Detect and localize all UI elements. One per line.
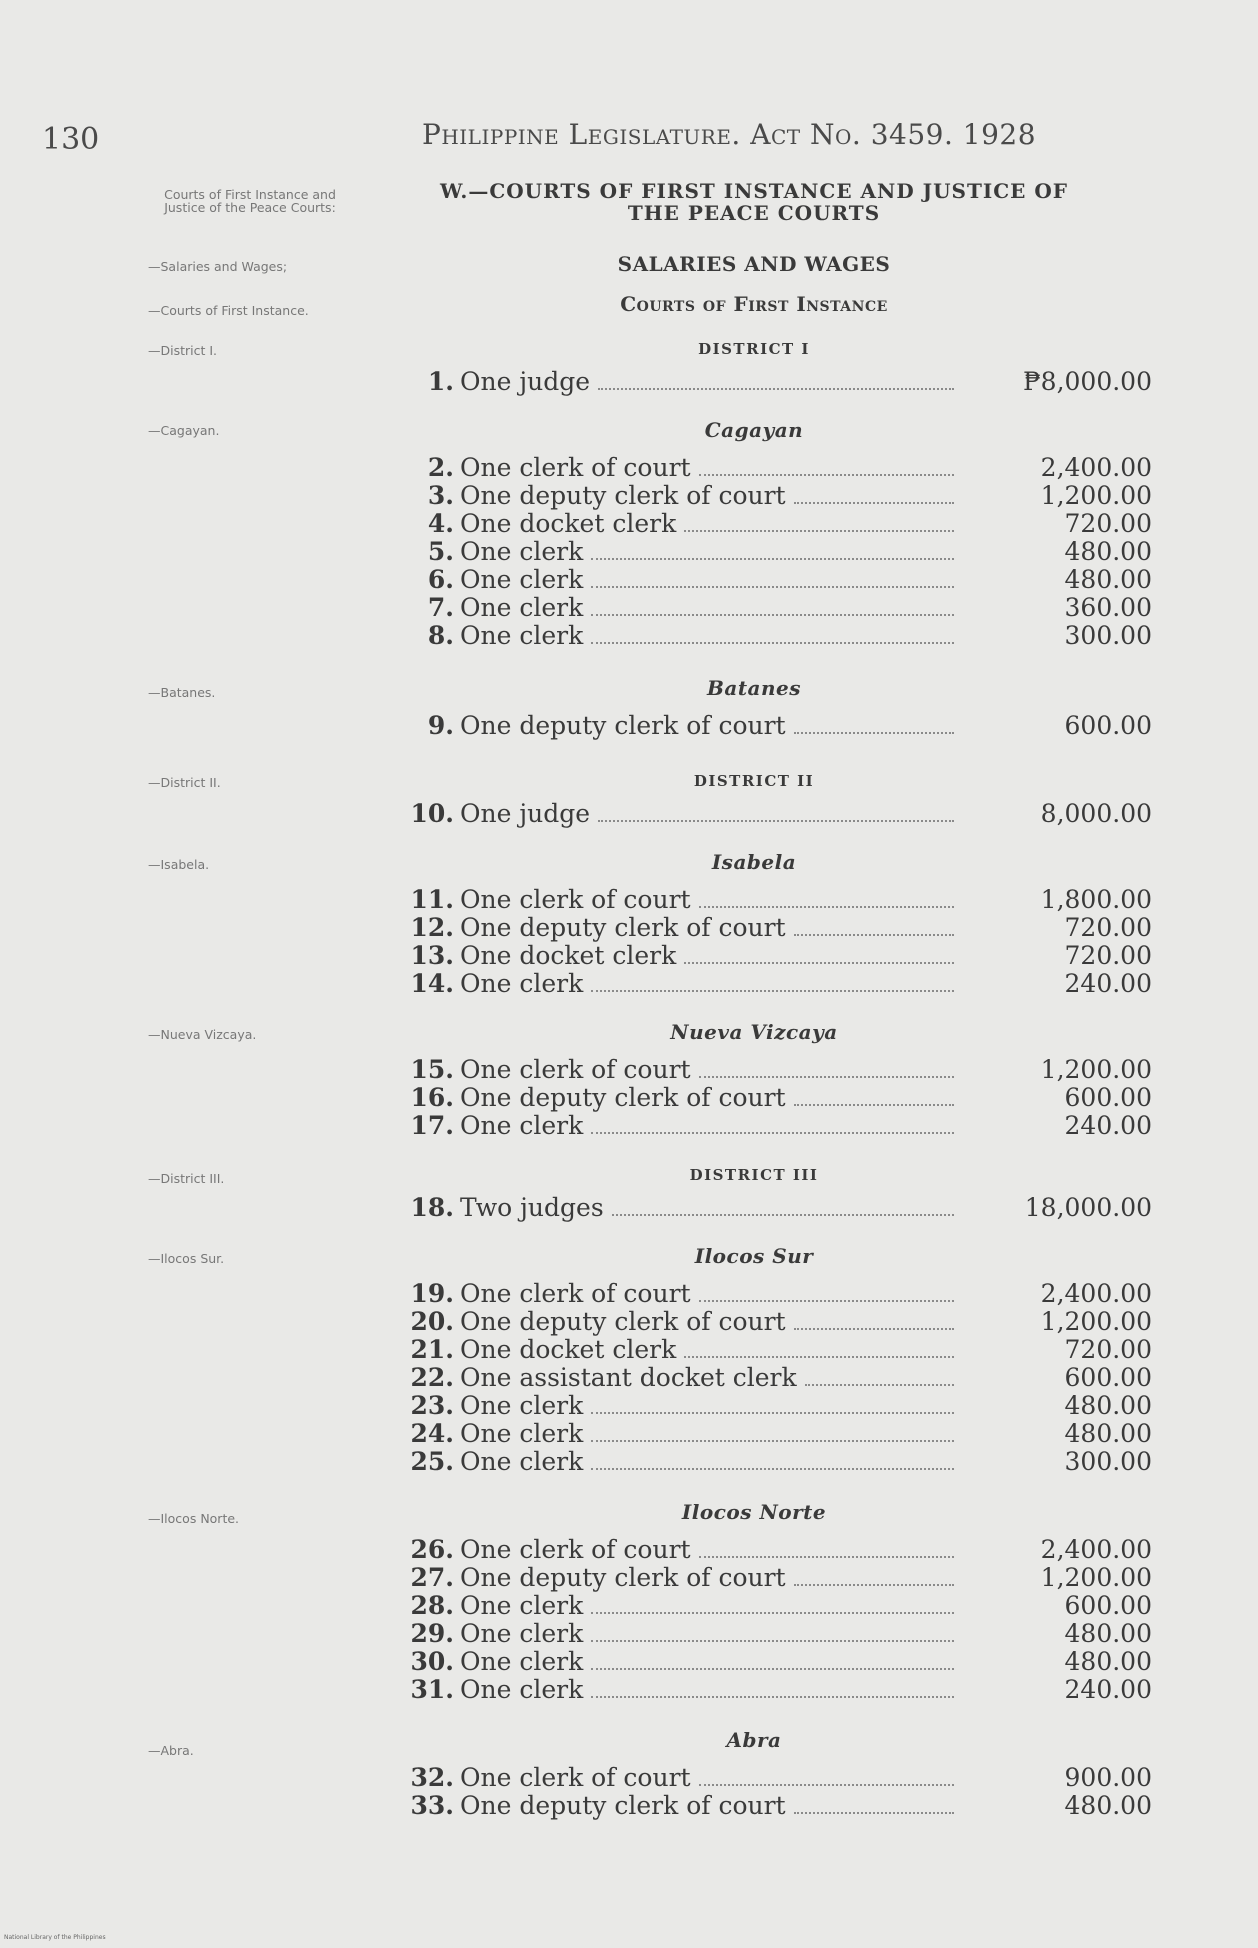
item-amount: 600.00 — [1064, 1591, 1152, 1620]
item-amount: 8,000.00 — [1040, 799, 1152, 828]
salary-row — [400, 1056, 1152, 1084]
item-description: One clerk — [460, 1447, 584, 1476]
salary-row — [400, 712, 1152, 740]
salary-row — [400, 886, 1152, 914]
item-description: One deputy clerk of court — [460, 1563, 786, 1592]
dot-leader — [805, 1384, 954, 1386]
item-number: 20. — [410, 1307, 454, 1336]
dot-leader — [794, 1812, 954, 1814]
item-description: One clerk of court — [460, 1055, 691, 1084]
dot-leader — [591, 558, 954, 560]
item-amount: 1,200.00 — [1040, 481, 1152, 510]
item-amount: 1,200.00 — [1040, 1055, 1152, 1084]
item-description: One clerk of court — [460, 1535, 691, 1564]
dot-leader — [699, 1076, 954, 1078]
nueva-vizcaya-heading: Nueva Vizcaya — [670, 1020, 838, 1044]
district-1-heading: DISTRICT I — [698, 340, 810, 358]
item-number: 29. — [410, 1619, 454, 1648]
item-amount: 360.00 — [1064, 593, 1152, 622]
item-number: 16. — [410, 1083, 454, 1112]
item-number: 18. — [410, 1193, 454, 1222]
item-amount: 240.00 — [1064, 1675, 1152, 1704]
dot-leader — [591, 1468, 954, 1470]
item-description: One clerk of court — [460, 885, 691, 914]
item-number: 32. — [410, 1763, 454, 1792]
item-number: 25. — [410, 1447, 454, 1476]
salary-row — [400, 594, 1152, 622]
salary-row — [400, 1084, 1152, 1112]
ilocos-norte-heading: Ilocos Norte — [681, 1500, 827, 1524]
margin-note-isabela: —Isabela. — [148, 857, 210, 872]
item-number: 6. — [427, 565, 454, 594]
item-number: 13. — [410, 941, 454, 970]
dot-leader — [794, 502, 954, 504]
item-number: 30. — [410, 1647, 454, 1676]
section-title-line-1: W.—COURTS OF FIRST INSTANCE AND JUSTICE OF — [440, 179, 1068, 203]
item-description: One judge — [460, 367, 590, 396]
salary-row — [400, 454, 1152, 482]
item-number: 9. — [427, 711, 454, 740]
dot-leader — [591, 1696, 954, 1698]
item-number: 19. — [410, 1279, 454, 1308]
item-description: One deputy clerk of court — [460, 913, 786, 942]
item-amount: 900.00 — [1064, 1763, 1152, 1792]
item-number: 4. — [427, 509, 454, 538]
item-description: One clerk — [460, 1419, 584, 1448]
item-description: One deputy clerk of court — [460, 481, 786, 510]
batanes-heading: Batanes — [706, 676, 802, 700]
item-number: 3. — [427, 481, 454, 510]
item-number: 10. — [410, 799, 454, 828]
item-number: 28. — [410, 1591, 454, 1620]
dot-leader — [591, 642, 954, 644]
salary-row — [400, 622, 1152, 650]
ilocos-sur-heading: Ilocos Sur — [694, 1244, 814, 1268]
item-description: One clerk of court — [460, 1279, 691, 1308]
item-amount: 480.00 — [1064, 1619, 1152, 1648]
footer-credit: National Library of the Philippines — [4, 1934, 106, 1941]
item-amount: 720.00 — [1064, 913, 1152, 942]
salary-row — [400, 482, 1152, 510]
salary-row — [400, 368, 1152, 396]
item-description: One clerk of court — [460, 453, 691, 482]
cagayan-heading: Cagayan — [704, 418, 804, 442]
dot-leader — [794, 1584, 954, 1586]
item-amount: 2,400.00 — [1040, 453, 1152, 482]
item-number: 24. — [410, 1419, 454, 1448]
dot-leader — [591, 1612, 954, 1614]
salary-row — [400, 1112, 1152, 1140]
dot-leader — [684, 530, 954, 532]
dot-leader — [591, 1668, 954, 1670]
salary-row — [400, 1420, 1152, 1448]
dot-leader — [591, 1132, 954, 1134]
salary-row — [400, 1592, 1152, 1620]
salary-row — [400, 1792, 1152, 1820]
salary-row — [400, 1392, 1152, 1420]
item-description: One clerk — [460, 1675, 584, 1704]
item-amount: 240.00 — [1064, 969, 1152, 998]
item-description: One deputy clerk of court — [460, 1791, 786, 1820]
item-description: One clerk — [460, 1619, 584, 1648]
dot-leader — [591, 1640, 954, 1642]
margin-note-district-1: —District I. — [148, 343, 218, 358]
item-amount: 480.00 — [1064, 537, 1152, 566]
salary-row — [400, 800, 1152, 828]
dot-leader — [591, 990, 954, 992]
item-amount: 2,400.00 — [1040, 1535, 1152, 1564]
item-number: 31. — [410, 1675, 454, 1704]
margin-note-cagayan: —Cagayan. — [148, 423, 220, 438]
item-description: One deputy clerk of court — [460, 711, 786, 740]
dot-leader — [591, 586, 954, 588]
salary-row — [400, 1564, 1152, 1592]
salary-row — [400, 1620, 1152, 1648]
item-number: 8. — [427, 621, 454, 650]
dot-leader — [794, 934, 954, 936]
item-number: 15. — [410, 1055, 454, 1084]
item-description: One docket clerk — [460, 509, 677, 538]
district-2-heading: DISTRICT II — [693, 772, 815, 790]
dot-leader — [598, 388, 954, 390]
salary-row — [400, 538, 1152, 566]
item-number: 21. — [410, 1335, 454, 1364]
item-description: One clerk — [460, 565, 584, 594]
margin-note-district-2: —District II. — [148, 775, 221, 790]
margin-note-abra: —Abra. — [148, 1743, 194, 1758]
item-description: One clerk — [460, 593, 584, 622]
section-title — [404, 180, 1104, 224]
dot-leader — [794, 1104, 954, 1106]
salary-row — [400, 942, 1152, 970]
dot-leader — [699, 1556, 954, 1558]
margin-note-nueva-vizcaya: —Nueva Vizcaya. — [148, 1027, 257, 1042]
dot-leader — [591, 1440, 954, 1442]
item-amount: 480.00 — [1064, 565, 1152, 594]
item-number: 11. — [410, 885, 454, 914]
item-description: One deputy clerk of court — [460, 1083, 786, 1112]
item-description: One clerk — [460, 1591, 584, 1620]
item-description: One clerk — [460, 1391, 584, 1420]
item-number: 5. — [427, 537, 454, 566]
item-number: 17. — [410, 1111, 454, 1140]
dot-leader — [699, 1300, 954, 1302]
salaries-heading: SALARIES AND WAGES — [617, 252, 891, 276]
item-number: 1. — [427, 367, 454, 396]
item-amount: 480.00 — [1064, 1791, 1152, 1820]
salary-row — [400, 1648, 1152, 1676]
item-amount: 240.00 — [1064, 1111, 1152, 1140]
district-3-heading: DISTRICT III — [689, 1166, 819, 1184]
dot-leader — [699, 474, 954, 476]
item-amount: 480.00 — [1064, 1391, 1152, 1420]
isabela-heading: Isabela — [711, 850, 797, 874]
item-description: One clerk — [460, 537, 584, 566]
item-description: Two judges — [460, 1193, 604, 1222]
item-number: 14. — [410, 969, 454, 998]
salary-row — [400, 970, 1152, 998]
item-description: One deputy clerk of court — [460, 1307, 786, 1336]
item-description: One judge — [460, 799, 590, 828]
item-description: One docket clerk — [460, 941, 677, 970]
item-amount: 720.00 — [1064, 1335, 1152, 1364]
item-amount: 720.00 — [1064, 509, 1152, 538]
margin-note-salaries: —Salaries and Wages; — [148, 259, 288, 274]
salary-row — [400, 1308, 1152, 1336]
dot-leader — [684, 1356, 954, 1358]
salary-row — [400, 914, 1152, 942]
salary-row — [400, 1280, 1152, 1308]
item-amount: 300.00 — [1064, 1447, 1152, 1476]
salary-row — [400, 510, 1152, 538]
page-number: 130 — [42, 122, 100, 157]
item-number: 26. — [410, 1535, 454, 1564]
dot-leader — [591, 614, 954, 616]
margin-note-ilocos-sur: —Ilocos Sur. — [148, 1251, 225, 1266]
salary-row — [400, 1448, 1152, 1476]
item-number: 2. — [427, 453, 454, 482]
item-number: 23. — [410, 1391, 454, 1420]
dot-leader — [684, 962, 954, 964]
item-amount: 1,200.00 — [1040, 1563, 1152, 1592]
margin-note-courts-heading: Courts of First Instance and Justice of the Peace Courts: — [164, 187, 336, 215]
section-title-line-2: THE PEACE COURTS — [627, 201, 881, 225]
margin-note-district-3: —District III. — [148, 1171, 225, 1186]
dot-leader — [699, 1784, 954, 1786]
item-amount: 1,200.00 — [1040, 1307, 1152, 1336]
salary-row — [400, 1764, 1152, 1792]
abra-heading: Abra — [726, 1728, 782, 1752]
dot-leader — [591, 1412, 954, 1414]
dot-leader — [612, 1214, 954, 1216]
salary-row — [400, 1194, 1152, 1222]
margin-note-batanes: —Batanes. — [148, 685, 216, 700]
item-amount: 600.00 — [1064, 1363, 1152, 1392]
item-amount: 1,800.00 — [1040, 885, 1152, 914]
item-amount: 480.00 — [1064, 1419, 1152, 1448]
salary-row — [400, 1536, 1152, 1564]
dot-leader — [794, 1328, 954, 1330]
item-number: 7. — [427, 593, 454, 622]
item-amount: ₱8,000.00 — [1023, 367, 1152, 396]
item-number: 27. — [410, 1563, 454, 1592]
item-number: 12. — [410, 913, 454, 942]
dot-leader — [598, 820, 954, 822]
margin-note-courts: —Courts of First Instance. — [148, 303, 309, 318]
salary-row — [400, 1364, 1152, 1392]
item-description: One clerk of court — [460, 1763, 691, 1792]
salary-row — [400, 566, 1152, 594]
dot-leader — [699, 906, 954, 908]
item-description: One assistant docket clerk — [460, 1363, 797, 1392]
item-number: 22. — [410, 1363, 454, 1392]
item-amount: 2,400.00 — [1040, 1279, 1152, 1308]
item-description: One clerk — [460, 1111, 584, 1140]
courts-heading: Courts of First Instance — [620, 292, 888, 316]
salary-row — [400, 1676, 1152, 1704]
item-description: One docket clerk — [460, 1335, 677, 1364]
item-amount: 720.00 — [1064, 941, 1152, 970]
item-description: One clerk — [460, 969, 584, 998]
item-amount: 480.00 — [1064, 1647, 1152, 1676]
salary-row — [400, 1336, 1152, 1364]
item-amount: 600.00 — [1064, 1083, 1152, 1112]
running-head: Philippine Legislature. Act No. 3459. 1928 — [422, 118, 1037, 151]
item-number: 33. — [410, 1791, 454, 1820]
item-amount: 300.00 — [1064, 621, 1152, 650]
item-description: One clerk — [460, 1647, 584, 1676]
item-amount: 18,000.00 — [1024, 1193, 1152, 1222]
margin-note-ilocos-norte: —Ilocos Norte. — [148, 1511, 240, 1526]
dot-leader — [794, 732, 954, 734]
item-amount: 600.00 — [1064, 711, 1152, 740]
item-description: One clerk — [460, 621, 584, 650]
